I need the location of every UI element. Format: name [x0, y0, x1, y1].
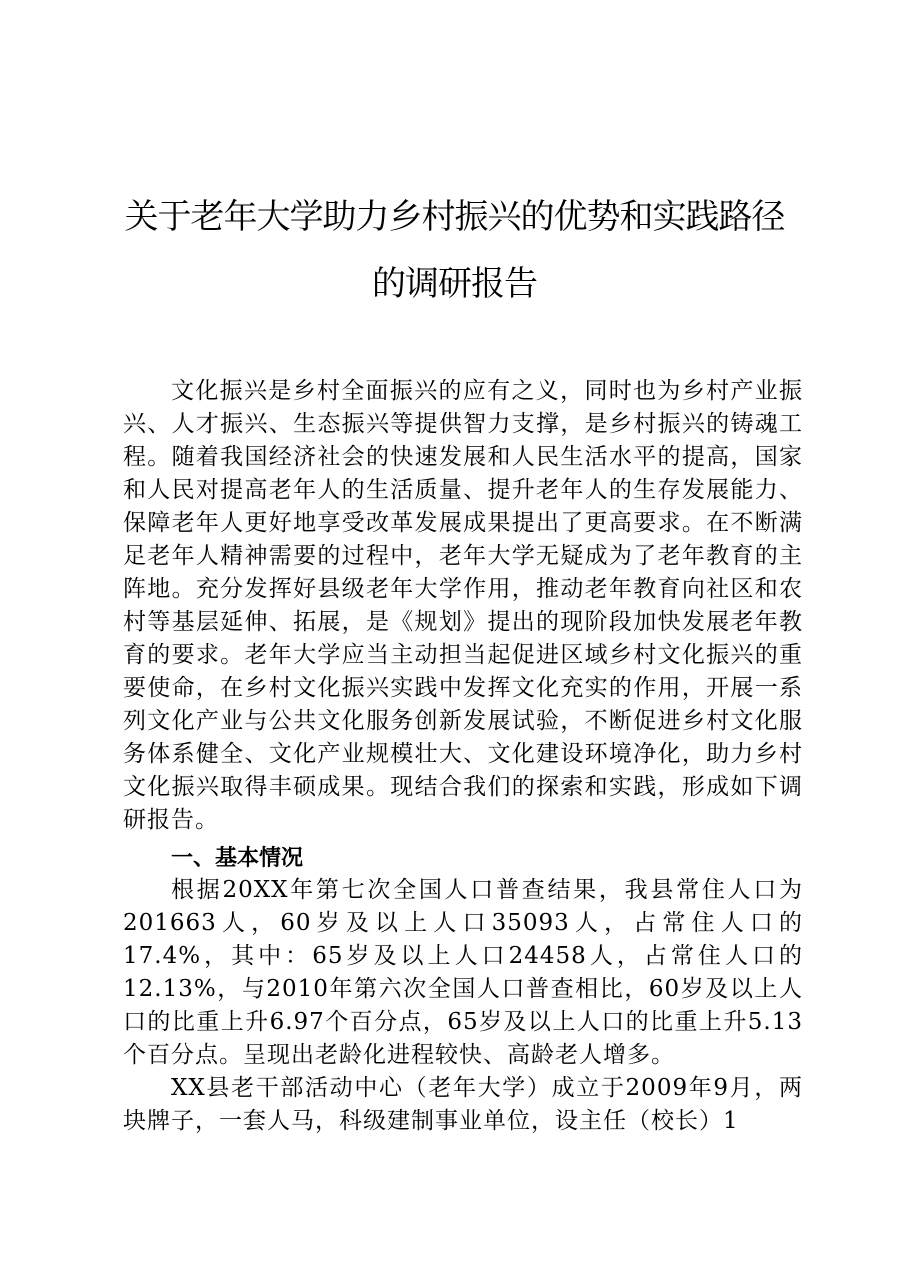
document-title-line-2: 的调研报告: [372, 264, 537, 304]
paragraph-3-block: [123, 1072, 803, 1138]
paragraph-3: XX县老干部活动中心（老年大学）成立于2009年9月，两块牌子，一套人马，科级建制事业单位，设主任（校长）1: [123, 1075, 803, 1134]
paragraph-2-block: [123, 874, 803, 1072]
document-title-line-1: 关于老年大学助力乡村振兴的优势和实践路径: [124, 197, 785, 237]
paragraph-2: 根据20XX年第七次全国人口普查结果，我县常住人口为201663人，60岁及以上人口35093人，占常住人口的17.4%，其中：65岁及以上人口24458人，占常住人口的12.13%，与2010年第六次全国人口普查相比，60岁及以上人口的比重上升6.97个百分点，65岁及以上人口的比重上升5.13个百分点。呈现出老龄化进程较快、高龄老人增多。: [123, 877, 803, 1068]
intro-paragraph-block: [123, 375, 803, 837]
intro-paragraph: 文化振兴是乡村全面振兴的应有之义，同时也为乡村产业振兴、人才振兴、生态振兴等提供智力支撑，是乡村振兴的铸魂工程。随着我国经济社会的快速发展和人民生活水平的提高，国家和人民对提高老年人的生活质量、提升老年人的生存发展能力、保障老年人更好地享受改革发展成果提出了更高要求。在不断满足老年人精神需要的过程中，老年大学无疑成为了老年教育的主阵地。充分发挥好县级老年大学作用，推动老年教育向社区和农村等基层延伸、拓展，是《规划》提出的现阶段加快发展老年教育的要求。老年大学应当主动担当起促进区域乡村文化振兴的重要使命，在乡村文化振兴实践中发挥文化充实的作用，开展一系列文化产业与公共文化服务创新发展试验，不断促进乡村文化服务体系健全、文化产业规模壮大、文化建设环境净化，助力乡村文化振兴取得丰硕成果。现结合我们的探索和实践，形成如下调研报告。: [123, 378, 803, 833]
section-heading: 一、基本情况: [171, 846, 304, 871]
